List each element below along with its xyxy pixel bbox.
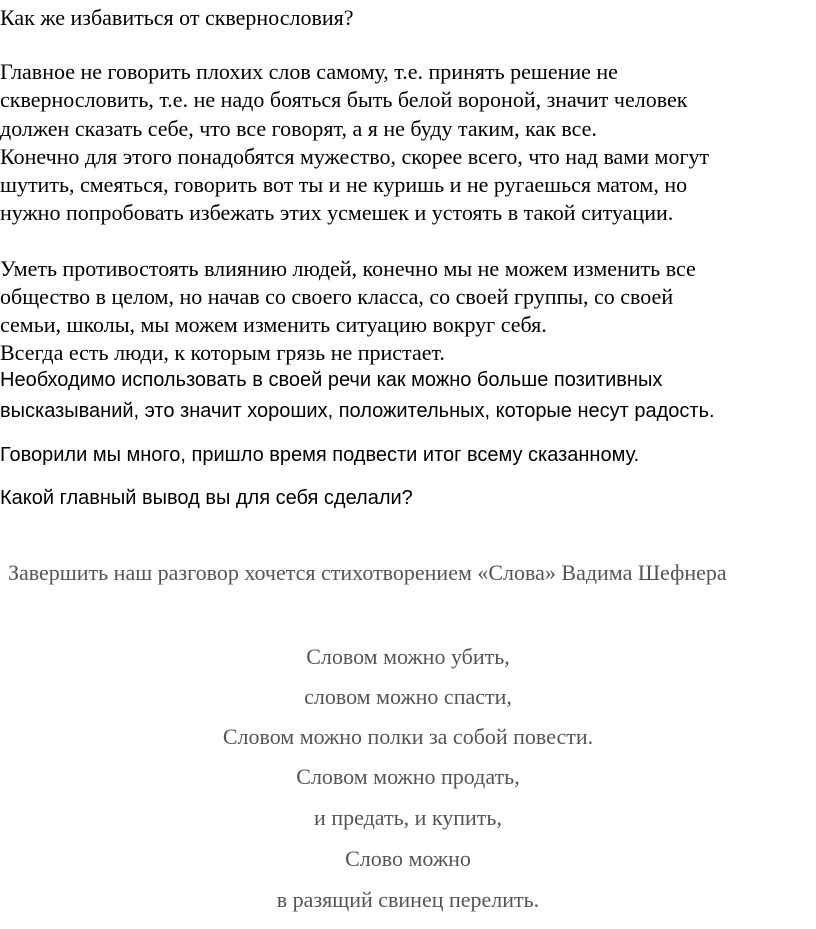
paragraph1-line-2: сквернословить, т.е. не надо бояться быть белой вороной, значит человек <box>0 87 688 112</box>
paragraph2-line-2: общество в целом, но начав со своего класса, со своей группы, со своей <box>0 284 674 309</box>
poem-line-5: и предать, и купить, <box>314 805 502 830</box>
paragraph1-line-6: нужно попробовать избежать этих усмешек и устоять в такой ситуации. <box>0 200 674 225</box>
poem-line-7: в разящий свинец перелить. <box>276 887 540 912</box>
paragraph1-line-3: должен сказать себе, что все говорят, а я не буду таким, как все. <box>0 116 597 141</box>
sans-line-3: Говорили мы много, пришло время подвести итог всему сказанному. <box>0 444 640 466</box>
paragraph1-line-4: Конечно для этого понадобятся мужество, скорее всего, что над вами могут <box>0 144 710 169</box>
closing-sentence: Завершить наш разговор хочется стихотворением «Слова» Вадима Шефнера <box>8 560 727 585</box>
document-heading: Как же избавиться от сквернословия? <box>0 5 354 30</box>
poem-line-3: Словом можно полки за собой повести. <box>222 724 594 749</box>
sans-line-4: Какой главный вывод вы для себя сделали? <box>0 487 413 509</box>
paragraph1-line-5: шутить, смеяться, говорить вот ты и не куришь и не ругаешься матом, но <box>0 172 688 197</box>
poem-line-1: Словом можно убить, <box>306 644 510 669</box>
paragraph2-line-4: Всегда есть люди, к которым грязь не пристает. <box>0 340 445 365</box>
sans-line-1: Необходимо использовать в своей речи как можно больше позитивных <box>0 369 663 391</box>
paragraph1-line-1: Главное не говорить плохих слов самому, т.е. принять решение не <box>0 59 618 84</box>
poem-line-6: Слово можно <box>345 846 471 871</box>
poem-line-2: словом можно спасти, <box>304 684 512 709</box>
paragraph2-line-1: Уметь противостоять влиянию людей, конечно мы не можем изменить все <box>0 256 696 281</box>
paragraph2-line-3: семьи, школы, мы можем изменить ситуацию вокруг себя. <box>0 312 547 337</box>
sans-line-2: высказываний, это значит хороших, положительных, которые несут радость. <box>0 400 715 422</box>
poem-line-4: Словом можно продать, <box>296 764 520 789</box>
